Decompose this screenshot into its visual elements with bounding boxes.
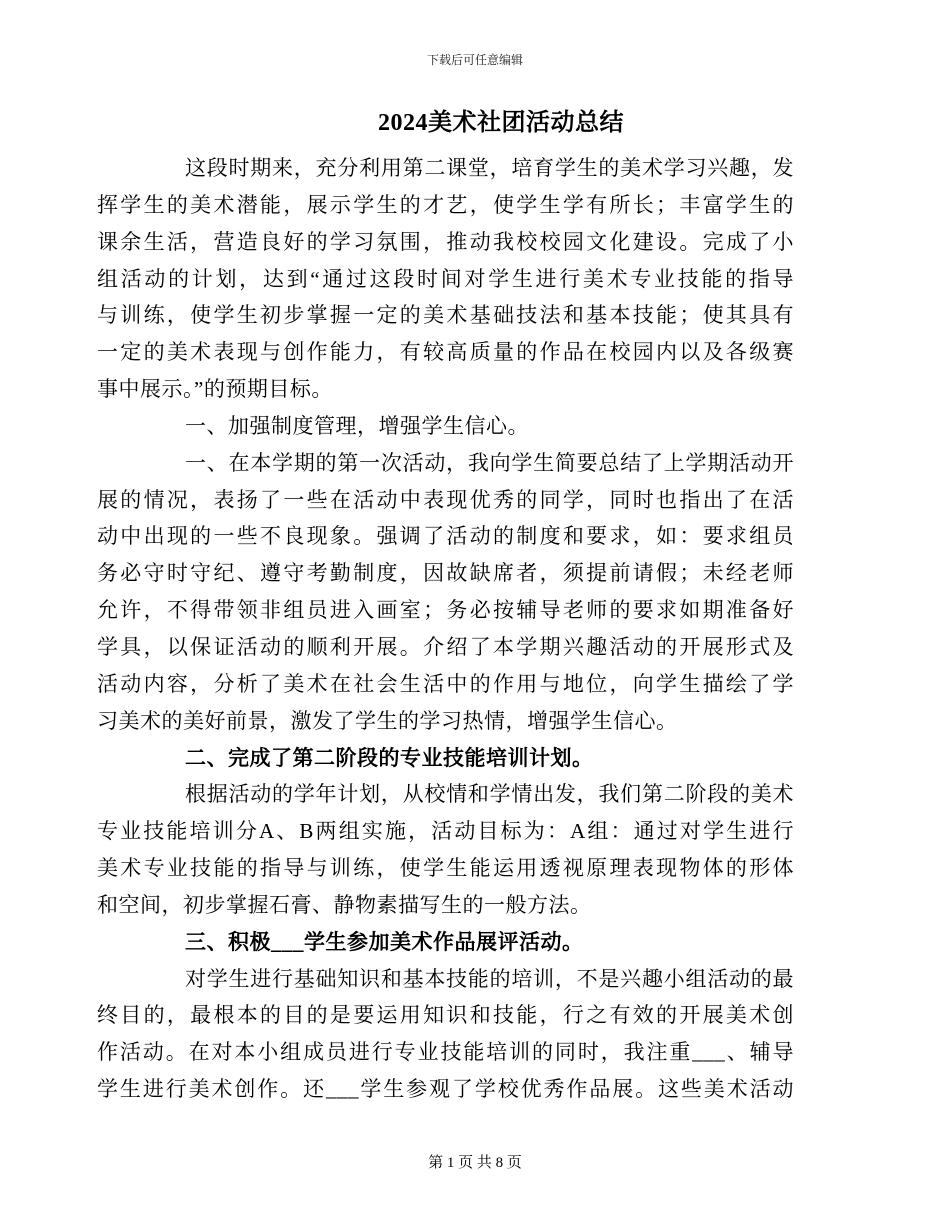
doc-line: 展的情况，表扬了一些在活动中表现优秀的同学，同时也指出了在活 — [97, 487, 794, 512]
page-number-footer: 第 1 页 共 8 页 — [428, 1155, 522, 1171]
section-heading: 三、积极___学生参加美术作品展评活动。 — [185, 929, 584, 954]
doc-line: 允许，不得带领非组员进入画室；务必按辅导老师的要求如期准备好 — [97, 598, 794, 623]
doc-line: 学生进行美术创作。还___学生参观了学校优秀作品展。这些美术活动 — [97, 1077, 794, 1102]
doc-line: 组活动的计划，达到“通过这段时间对学生进行美术专业技能的指导 — [97, 266, 794, 291]
doc-line: 美术专业技能的指导与训练，使学生能运用透视原理表现物体的形体 — [97, 856, 794, 881]
doc-line: 挥学生的美术潜能，展示学生的才艺，使学生学有所长；丰富学生的 — [97, 192, 794, 217]
header-watermark-note: 下载后可任意编辑 — [426, 53, 523, 67]
doc-line: 务必守时守纪、遵守考勤制度，因故缺席者，须提前请假；未经老师 — [97, 561, 794, 586]
doc-line: 作活动。在对本小组成员进行专业技能培训的同时，我注重___、辅导 — [97, 1040, 794, 1065]
doc-line: 专业技能培训分A、B两组实施，活动目标为：A组：通过对学生进行 — [97, 819, 794, 844]
doc-line: 习美术的美好前景，激发了学生的学习热情，增强学生信心。 — [97, 708, 678, 733]
doc-line: 终目的，最根本的目的是要运用知识和技能，行之有效的开展美术创 — [97, 1003, 794, 1028]
doc-line: 和空间，初步掌握石膏、静物素描写生的一般方法。 — [97, 892, 592, 917]
doc-line: 这段时期来，充分利用第二课堂，培育学生的美术学习兴趣，发 — [185, 156, 794, 180]
doc-line: 根据活动的学年计划，从校情和学情出发，我们第二阶段的美术 — [185, 782, 794, 807]
doc-line: 事中展示。”的预期目标。 — [97, 377, 333, 402]
doc-line: 课余生活，营造良好的学习氛围，推动我校校园文化建设。完成了小 — [97, 229, 794, 254]
doc-line: 一定的美术表现与创作能力，有较高质量的作品在校园内以及各级赛 — [97, 340, 794, 365]
doc-line: 活动内容，分析了美术在社会生活中的作用与地位，向学生描绘了学 — [97, 671, 794, 696]
document-body — [97, 150, 794, 1108]
doc-line: 与训练，使学生初步掌握一定的美术基础技法和基本技能；使其具有 — [97, 303, 794, 328]
document-title: 2024美术社团活动总结 — [378, 110, 624, 136]
doc-line: 学具，以保证活动的顺利开展。介绍了本学期兴趣活动的开展形式及 — [97, 634, 794, 659]
doc-line: 一、加强制度管理，增强学生信心。 — [185, 413, 529, 438]
doc-line: 对学生进行基础知识和基本技能的培训，不是兴趣小组活动的最 — [185, 966, 794, 991]
section-heading: 二、完成了第二阶段的专业技能培训计划。 — [185, 745, 594, 770]
doc-line: 一、在本学期的第一次活动，我向学生简要总结了上学期活动开 — [185, 450, 794, 475]
doc-line: 动中出现的一些不良现象。强调了活动的制度和要求，如：要求组员 — [97, 524, 794, 549]
